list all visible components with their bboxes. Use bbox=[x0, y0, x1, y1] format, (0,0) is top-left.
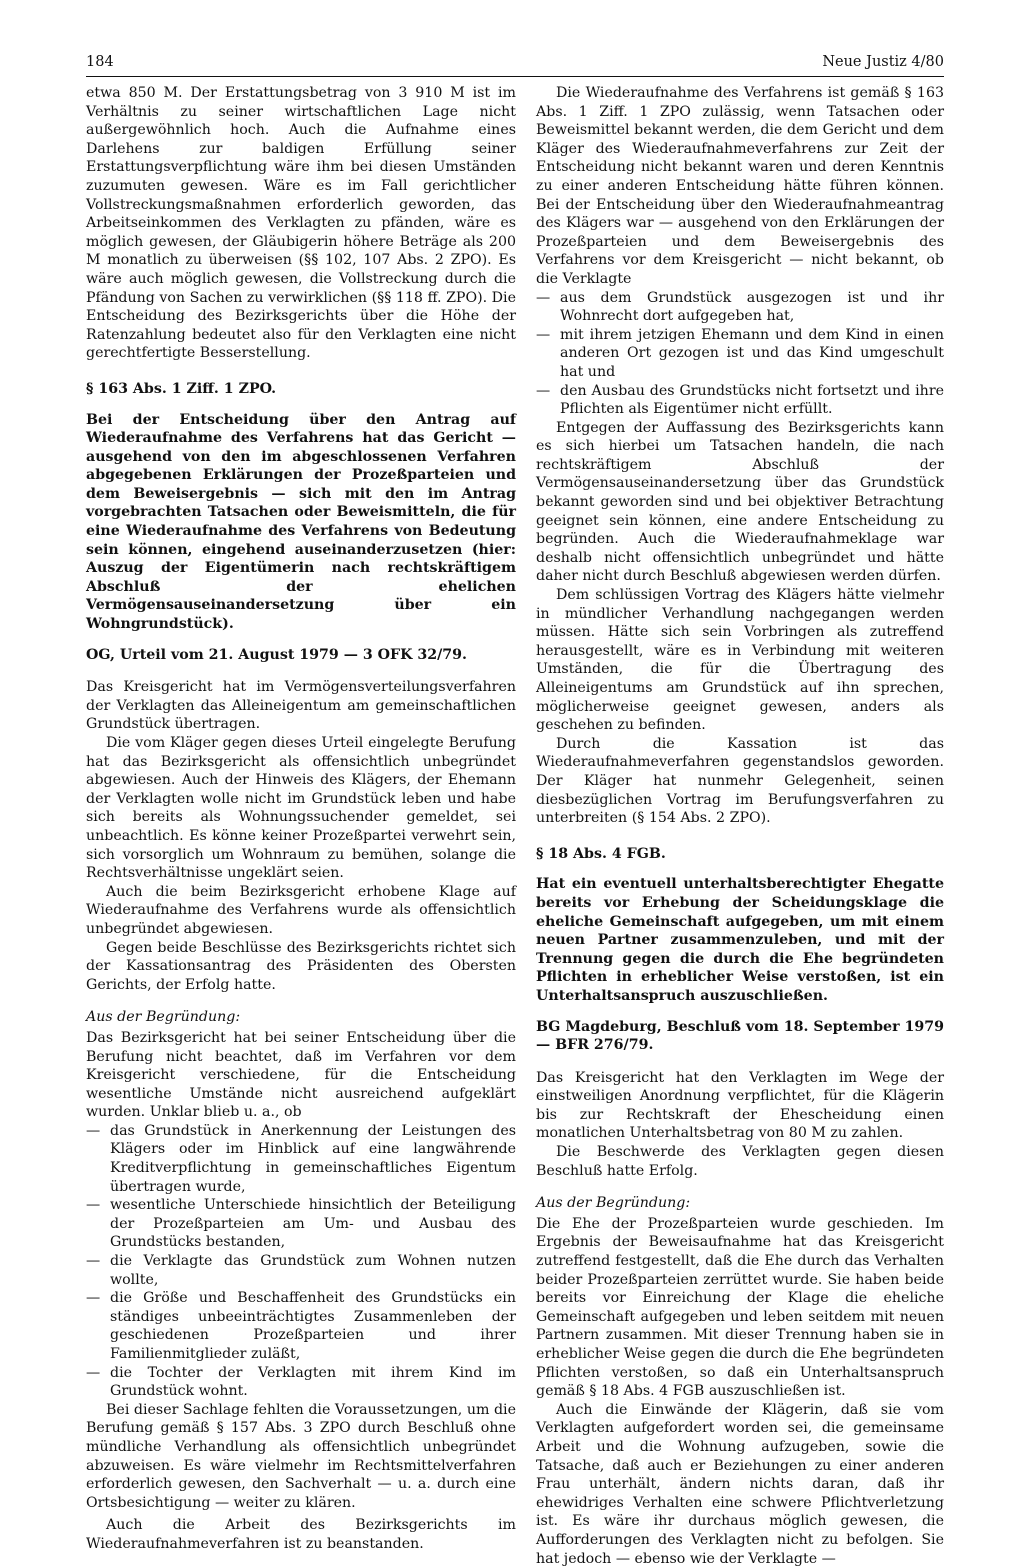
paragraph: Die vom Kläger gegen dieses Urteil eingelegte Berufung hat das Bezirksgericht als offensichtlich unbegründet abgewiesen. Auch der Hinweis des Klägers, der Ehemann der Verklagten wolle nicht im Grundstück leben und habe sich bereits als Wohnungssuchender gemeldet, sei unbeachtlich. Es könne keiner Prozeßpartei verwehrt sein, sich vorsorglich um Wohnraum zu bemühen, solange die Rechtsverhältnisse ungeklärt seien. bbox=[86, 735, 516, 882]
paragraph: Die Beschwerde des Verklagten gegen diesen Beschluß hatte Erfolg. bbox=[536, 1144, 944, 1179]
paragraph: Das Kreisgericht hat im Vermögensverteilungsverfahren der Verklagten das Alleineigentum am gemeinschaftlichen Grundstück übertragen. bbox=[86, 679, 516, 733]
paragraph: Entgegen der Auffassung des Bezirksgerichts kann es sich hierbei um Tatsachen handeln, die nach rechtskräftigem Abschluß der Vermögensauseinandersetzung über das Grundstück bekannt geworden sind und bei objektiver Betrachtung geeignet sein können, eine andere Entscheidung zu begründen. Auch die Wiederaufnahmeklage war deshalb nicht offensichtlich unbegründet und hätte daher nicht durch Beschluß abgewiesen werden dürfen. bbox=[536, 419, 944, 585]
paragraph: Auch die Einwände der Klägerin, daß sie vom Verklagten aufgefordert worden sei, die gemeinsame Arbeit und die Wohnung aufzugeben, sowie die Tatsache, daß auch er Beziehungen zu einer anderen Frau unterhält, ändern nichts daran, daß ihr ehewidriges Verhalten eine schwere Pflichtverletzung ist. Es wäre ihr durchaus möglich gewesen, die Aufforderungen des Verklagten nicht zu befolgen. Sie hat jedoch — ebenso wie der Verklagte — bbox=[536, 1401, 944, 1567]
left-column bbox=[86, 84, 516, 1552]
list-item: — wesentliche Unterschiede hinsichtlich der Beteiligung der Prozeßparteien am Um- und Ausbau des Grundstücks bestanden, bbox=[86, 1196, 516, 1252]
list-item: — aus dem Grundstück ausgezogen ist und ihr Wohnrecht dort aufgegeben hat, bbox=[536, 289, 944, 326]
list-item: — das Grundstück in Anerkennung der Leistungen des Klägers oder im Hinblick auf eine langwährende Kreditverpflichtung in gemeinschaftliches Eigentum übertragen wurde, bbox=[86, 1122, 516, 1196]
paragraph: Bei dieser Sachlage fehlten die Voraussetzungen, um die Berufung gemäß § 157 Abs. 3 ZPO durch Beschluß ohne mündliche Verhandlung als offensichtlich unbegründet abzuweisen. Es wäre vielmehr im Rechtsmittelverfahren erforderlich gewesen, den Sachverhalt — u. a. durch eine Ortsbesichtigung — weiter zu klären. bbox=[86, 1401, 516, 1511]
paragraph: Dem schlüssigen Vortrag des Klägers hätte vielmehr in mündlicher Verhandlung nachgegangen werden müssen. Hätte sich sein Vorbringen als zutreffend herausgestellt, wäre es in Verbindung mit weiteren Umständen, die für die Übertragung des Alleineigentums am Grundstück auf ihn sprechen, möglicherweise geeignet gewesen, anders als geschehen zu befinden. bbox=[536, 587, 944, 734]
reasoning-label: Aus der Begründung: bbox=[86, 1009, 241, 1026]
list-item: — die Verklagte das Grundstück zum Wohnen nutzen wollte, bbox=[86, 1252, 516, 1289]
paragraph: Das Bezirksgericht hat bei seiner Entscheidung über die Berufung nicht beachtet, daß im Verfahren vor dem Kreisgericht verschiedene, für die Entscheidung wesentliche Umstände nicht ausreichend aufgeklärt wurden. Unklar blieb u. a., ob bbox=[86, 1029, 516, 1121]
paragraph: Gegen beide Beschlüsse des Bezirksgerichts richtet sich der Kassationsantrag des Präsidenten des Obersten Gerichts, der Erfolg hatte. bbox=[86, 939, 516, 993]
paragraph: Durch die Kassation ist das Wiederaufnahmeverfahren gegenstandslos geworden. Der Kläger hat nunmehr Gelegenheit, seinen diesbezüglichen Vortrag im Berufungsverfahren zu unterbreiten (§ 154 Abs. 2 ZPO). bbox=[536, 735, 944, 827]
paragraph: Die Ehe der Prozeßparteien wurde geschieden. Im Ergebnis der Beweisaufnahme hat das Kreisgericht zutreffend festgestellt, daß die Ehe durch das Verhalten beider Prozeßparteien zerrüttet wurde. Sie haben beide bereits vor Einreichung der Klage die eheliche Gemeinschaft aufgegeben und leben seitdem mit neuen Partnern zusammen. Mit dieser Trennung haben sie in erheblicher Weise gegen die durch die Ehe begründeten Pflichten verstoßen, so daß ein Unterhaltsanspruch gemäß § 18 Abs. 4 FGB auszuschließen ist. bbox=[536, 1215, 944, 1400]
journal-issue: Neue Justiz 4/80 bbox=[822, 54, 944, 70]
reasoning-label: Aus der Begründung: bbox=[536, 1195, 691, 1212]
list-item: — mit ihrem jetzigen Ehemann und dem Kind in einen anderen Ort gezogen ist und das Kind umgeschult hat und bbox=[536, 326, 944, 382]
paragraph: etwa 850 M. Der Erstattungsbetrag von 3 910 M ist im Verhältnis zu seiner wirtschaftlichen Lage nicht außergewöhnlich hoch. Auch die Aufnahme eines Darlehens zur baldigen Erfüllung seiner Erstattungsverpflichtung wäre ihm bei diesen Umständen zuzumuten gewesen. Wäre es im Fall gerichtlicher Vollstreckungsmaßnahmen erforderlich geworden, das Arbeitseinkommen des Verklagten zu pfänden, wäre es möglich gewesen, der Gläubigerin höhere Beträge als 200 M monatlich zu überweisen (§§ 102, 107 Abs. 2 ZPO). Es wäre auch möglich gewesen, die Vollstreckung durch die Pfändung von Sachen zu verwirklichen (§§ 118 ff. ZPO). Die Entscheidung des Bezirksgerichts über die Höhe der Ratenzahlung bedeutet also für den Verklagten eine nicht gerechtfertigte Besserstellung. bbox=[86, 85, 516, 362]
list-item: — die Größe und Beschaffenheit des Grundstücks ein ständiges unbeeinträchtigtes Zusammenleben der geschiedenen Prozeßparteien und ihrer Familienmitglieder zuläßt, bbox=[86, 1289, 516, 1363]
page-number: 184 bbox=[86, 54, 114, 70]
dash-list bbox=[86, 1122, 516, 1401]
header-rule bbox=[86, 76, 944, 77]
paragraph: Auch die Arbeit des Bezirksgerichts im Wiederaufnahmeverfahren ist zu beanstanden. bbox=[86, 1517, 516, 1552]
list-item: — den Ausbau des Grundstücks nicht fortsetzt und ihre Pflichten als Eigentümer nicht erfüllt. bbox=[536, 382, 944, 419]
paragraph: Die Wiederaufnahme des Verfahrens ist gemäß § 163 Abs. 1 Ziff. 1 ZPO zulässig, wenn Tatsachen oder Beweismittel bekannt werden, die dem Gericht und dem Kläger des Wiederaufnahmeverfahrens zur Zeit der Entscheidung nicht bekannt waren und deren Kenntnis zu einer anderen Entscheidung hätte führen können. Bei der Entscheidung über den Wiederaufnahmeantrag des Klägers war — ausgehend von den Erklärungen der Prozeßparteien und dem Beweisergebnis des Verfahrens vor dem Kreisgericht — nicht bekannt, ob die Verklagte bbox=[536, 85, 944, 287]
right-column bbox=[536, 84, 944, 1567]
court-decision-reference: BG Magdeburg, Beschluß vom 18. September 1979 — BFR 276/79. bbox=[536, 1018, 944, 1054]
headnote: Bei der Entscheidung über den Antrag auf Wiederaufnahme des Verfahrens hat das Gericht — ausgehend von den im abgeschlossenen Verfahren abgegebenen Erklärungen der Prozeßparteien und dem Beweisergebnis — sich mit den im Antrag vorgebrachten Tatsachen oder Beweismitteln, die für eine Wiederaufnahme des Verfahrens von Bedeutung sein können, eingehend auseinanderzusetzen (hier: Auszug der Eigentümerin nach rechtskräftigem Abschluß der ehelichen Vermögensauseinandersetzung über ein Wohngrundstück). bbox=[86, 411, 516, 633]
paragraph: Das Kreisgericht hat den Verklagten im Wege der einstweiligen Anordnung verpflichtet, für die Klägerin bis zur Rechtskraft der Ehescheidung einen monatlichen Unterhaltsbetrag von 80 M zu zahlen. bbox=[536, 1069, 944, 1142]
dash-list bbox=[536, 289, 944, 419]
court-decision-reference: OG, Urteil vom 21. August 1979 — 3 OFK 32/79. bbox=[86, 646, 467, 663]
section-heading: § 18 Abs. 4 FGB. bbox=[536, 845, 666, 862]
page-header bbox=[86, 54, 944, 78]
section-heading: § 163 Abs. 1 Ziff. 1 ZPO. bbox=[86, 380, 277, 397]
headnote: Hat ein eventuell unterhaltsberechtigter Ehegatte bereits vor Erhebung der Scheidungsklage die eheliche Gemeinschaft aufgegeben, um mit einem neuen Partner zusammenzuleben, und mit der Trennung gegen die durch die Ehe begründeten Pflichten in erheblicher Weise verstoßen, ist ein Unterhaltsanspruch auszuschließen. bbox=[536, 876, 944, 1004]
list-item: — die Tochter der Verklagten mit ihrem Kind im Grundstück wohnt. bbox=[86, 1364, 516, 1401]
paragraph: Auch die beim Bezirksgericht erhobene Klage auf Wiederaufnahme des Verfahrens wurde als offensichtlich unbegründet abgewiesen. bbox=[86, 883, 516, 937]
